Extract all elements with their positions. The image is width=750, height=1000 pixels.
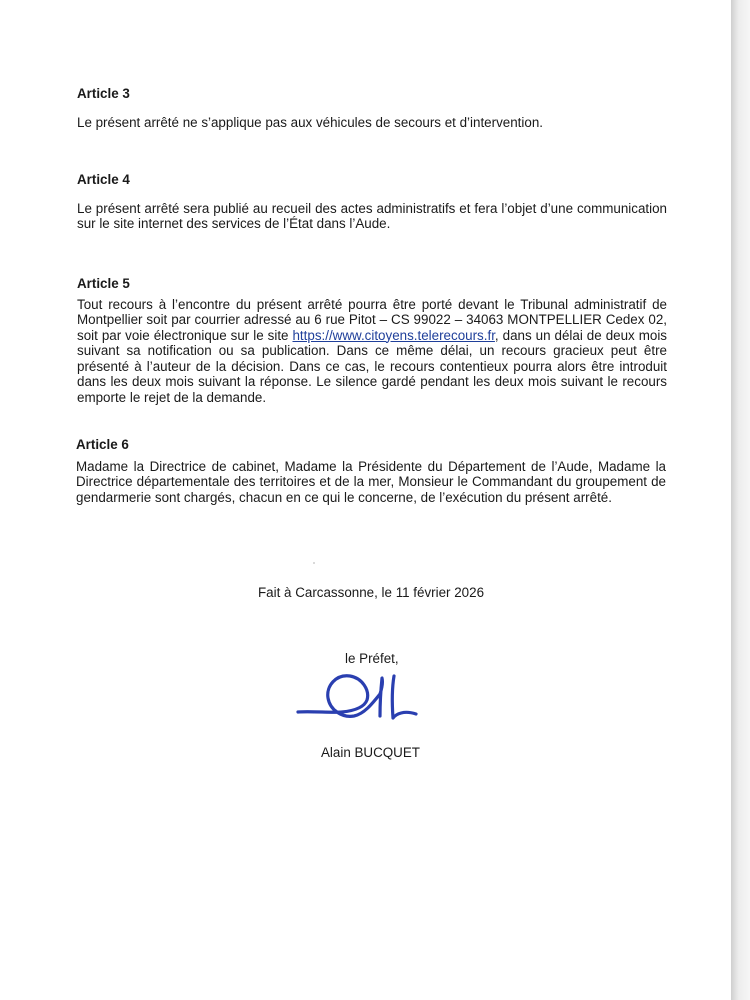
article-text-part: , dans un délai de deux mois suivant sa notification ou sa publication. Dans ce même délai, un recours gracieux peut être présenté à l’auteur de la décision. Dans ce cas, le recours contentieux pourra alors être introduit dans les deux mois suivant la réponse. Le silence gardé pendant les deux mois suivant le recours emporte le rejet de la demande. [77,327,667,405]
signature-stroke [298,676,382,717]
article-4 [77,172,667,232]
article-text: Le présent arrêté sera publié au recueil des actes administratifs et fera l’objet d’une communication sur le site internet des services de l’État dans l’Aude. [77,200,667,231]
article-title: Article 5 [77,276,130,291]
signatory-title: le Préfet, [345,651,399,666]
article-text: Le présent arrêté ne s’applique pas aux véhicules de secours et d’intervention. [77,114,543,130]
handwritten-signature [292,668,422,728]
article-6 [76,437,666,505]
speck [313,562,315,564]
article-title: Article 4 [77,172,130,187]
signatory-name: Alain BUCQUET [321,745,420,760]
article-text-part: Tout recours à l’encontre du présent arrêté pourra être porté devant le Tribunal administratif de Montpellier soit par courrier adressé au 6 rue Pitot – CS 99022 – 34063 MONTPELLIER Cedex 02, soit par voie électronique sur le site [77,296,667,343]
article-title: Article 3 [77,86,130,101]
article-text: Madame la Directrice de cabinet, Madame la Présidente du Département de l’Aude, Madame la Directrice départementale des territoires et de la mer, Monsieur le Commandant du groupement de gendarmerie sont chargés, chacun en ce qui le concerne, de l’exécution du présent arrêté. [76,458,666,505]
article-title: Article 6 [76,437,129,452]
page-edge-shadow [731,0,750,1000]
article-text [77,297,667,406]
place-date: Fait à Carcassonne, le 11 février 2026 [258,585,485,600]
telerecours-link[interactable]: https://www.citoyens.telerecours.fr [292,327,495,343]
article-3 [77,86,667,130]
signature-stroke [392,676,416,718]
article-5 [77,276,667,405]
